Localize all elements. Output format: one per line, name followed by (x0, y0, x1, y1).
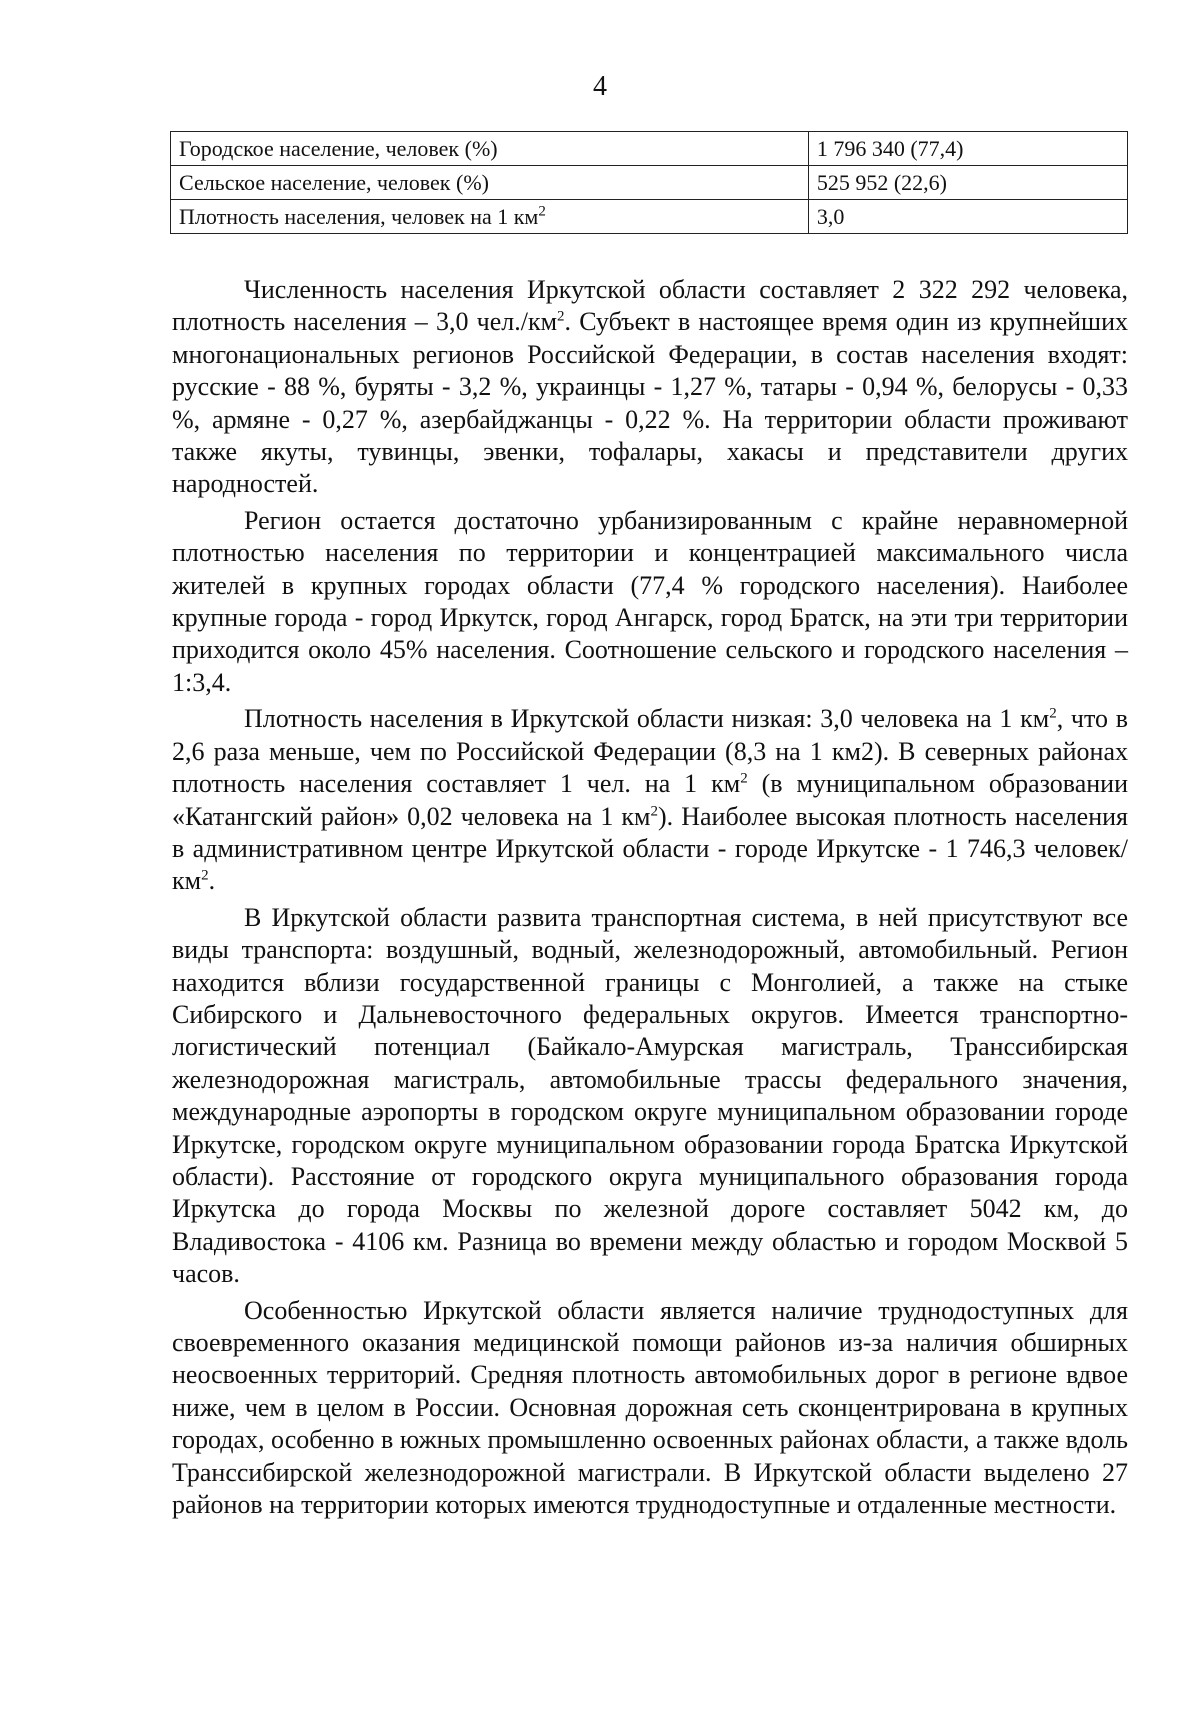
population-table (170, 131, 1128, 234)
paragraph-population (172, 274, 1128, 501)
superscript: 2 (1049, 705, 1057, 722)
text-run: , что в 2,6 раза меньше, чем по Российской Федерации (8,3 на 1 км2). В северных районах плотность населения составляет 1 чел. на 1 км (172, 704, 1128, 799)
paragraph-transport: В Иркутской области развита транспортная система, в ней присутствуют все виды транспорта: воздушный, водный, железнодорожный, автомобильный. Регион находится вблизи государственной границы с Монголией, а также на стыке Сибирского и Дальневосточного федеральных округов. Имеется транспортно-логистический потенциал (Байкало-Амурская магистраль, Транссибирская железнодорожная магистраль, автомобильные трассы федерального значения, международные аэропорты в городском округе муниципальном образовании городе Иркутске, городском округе муниципальном образовании города Братска Иркутской области). Расстояние от городского округа муниципального образования города Иркутска до города Москвы по железной дороге составляет 5042 км, до Владивостока - 4106 км. Разница во времени между областью и городом Москвой 5 часов. (172, 902, 1128, 1289)
superscript: 2 (538, 203, 546, 220)
superscript: 2 (650, 802, 658, 819)
table-cell-label (171, 200, 809, 234)
paragraph-remote-areas: Особенностью Иркутской области является наличие труднодоступных для своевременного оказания медицинской помощи районов из-за наличия обширных неосвоенных территорий. Средняя плотность автомобильных дорог в регионе вдвое ниже, чем в целом в России. Основная дорожная сеть сконцентрирована в крупных городах, особенно в южных промышленно освоенных районах области, а также вдоль Транссибирской железнодорожной магистрали. В Иркутской области выделено 27 районов на территории которых имеются труднодоступные и отдаленные местности. (172, 1295, 1128, 1520)
table-cell-value: 3,0 (808, 200, 1127, 234)
density-label-text: Плотность населения, человек на 1 км (179, 203, 539, 229)
text-run: (в муниципальном образовании «Катангский район» 0,02 человека на 1 км (172, 769, 1128, 831)
superscript: 2 (201, 867, 209, 884)
text-run: . (208, 866, 216, 896)
paragraph-density (172, 703, 1128, 897)
text-run: . Субъект в настоящее время один из крупнейших многонациональных регионов Российской Федерации, в состав населения входят: русские - 88 %, буряты - 3,2 %, украинцы - 1,27 %, татары - 0,94 %, белорусы - 0,33 %, армяне - 0,27 %, азербайджанцы - 0,22 %. На территории области проживают также якуты, тувинцы, эвенки, тофалары, хакасы и представители других народностей. (172, 307, 1128, 499)
paragraph-urbanization: Регион остается достаточно урбанизированным с крайне неравномерной плотностью населения по территории и концентрацией максимального числа жителей в крупных городах области (77,4 % городского населения). Наиболее крупные города - город Иркутск, город Ангарск, город Братск, на эти три территории приходится около 45% населения. Соотношение сельского и городского населения – 1:3,4. (172, 505, 1128, 697)
table-row (171, 132, 1128, 166)
superscript: 2 (740, 770, 748, 787)
text-run: Численность населения Иркутской области составляет 2 322 292 человека, плотность населения – 3,0 чел./км (172, 275, 1128, 337)
text-run: ). Наиболее высокая плотность населения в административном центре Иркутской области - городе Иркутске - 1 746,3 человек/км (172, 801, 1128, 896)
page-number: 4 (593, 71, 607, 102)
body-text (172, 274, 1128, 1525)
table-row (171, 200, 1128, 234)
table-cell-label: Сельское население, человек (%) (171, 166, 809, 200)
table-row (171, 166, 1128, 200)
table-cell-value: 525 952 (22,6) (808, 166, 1127, 200)
superscript: 2 (557, 308, 565, 325)
table-cell-label: Городское население, человек (%) (171, 132, 809, 166)
table-cell-value: 1 796 340 (77,4) (808, 132, 1127, 166)
text-run: Плотность населения в Иркутской области низкая: 3,0 человека на 1 км (244, 704, 1050, 734)
